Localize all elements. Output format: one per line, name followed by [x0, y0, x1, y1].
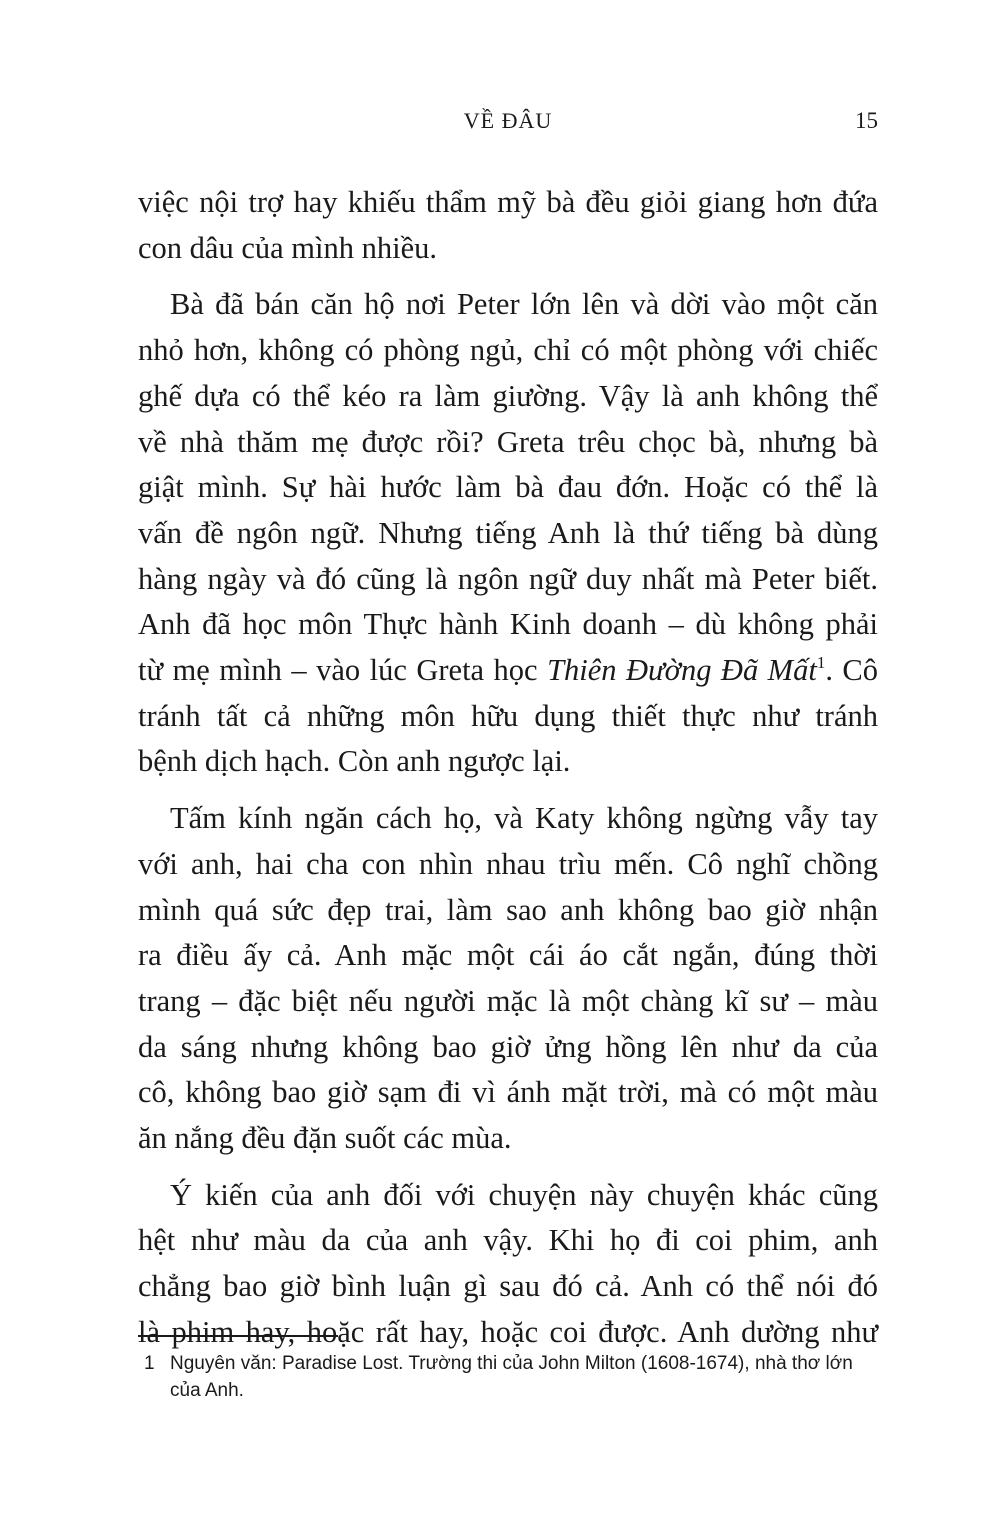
text-line: là phim hay, hoặc rất hay, hoặc coi được. Anh dường như [138, 1314, 878, 1349]
text-line: da sáng nhưng không bao giờ ửng hồng lên như da của [138, 1029, 878, 1064]
footnote-reference[interactable]: 1 [816, 653, 826, 673]
text-line: về nhà thăm mẹ được rồi? Greta trêu chọc bà, nhưng bà [138, 424, 878, 459]
text-line: ghế dựa có thể kéo ra làm giường. Vậy là anh không thể [138, 378, 878, 413]
text-line: con dâu của mình nhiều. [138, 230, 437, 265]
footnote-text: Nguyên văn: Paradise Lost. Trường thi của John Milton (1608-1674), nhà thơ lớn của Anh. [170, 1353, 853, 1401]
text-line: vấn đề ngôn ngữ. Nhưng tiếng Anh là thứ tiếng bà dùng [138, 515, 878, 550]
running-title: VỀ ĐÂU [463, 108, 553, 133]
text-line: Ý kiến của anh đối với chuyện này chuyện khác cũng [170, 1177, 878, 1212]
text-line: cô, không bao giờ sạm đi vì ánh mặt trời, mà có một màu [138, 1075, 878, 1110]
paragraph-gap [138, 271, 878, 282]
page-number: 15 [855, 108, 878, 133]
text-line: hàng ngày và đó cũng là ngôn ngữ duy nhất mà Peter biết. [138, 561, 878, 596]
text-line: nhỏ hơn, không có phòng ngủ, chỉ có một phòng với chiếc [138, 333, 878, 368]
text-line: ăn nắng đều đặn suốt các mùa. [138, 1121, 512, 1156]
text-line: với anh, hai cha con nhìn nhau trìu mến. Cô nghĩ chồng [138, 846, 878, 881]
text-segment: . Cô [825, 653, 879, 688]
text-line: bệnh dịch hạch. Còn anh ngược lại. [138, 744, 571, 779]
body-text [138, 180, 878, 1356]
text-line: Bà đã bán căn hộ nơi Peter lớn lên và dời vào một căn [170, 287, 878, 322]
footnote-divider [138, 1335, 338, 1337]
text-line: giật mình. Sự hài hước làm bà đau đớn. Hoặc có thể là [138, 470, 878, 505]
running-head [138, 108, 878, 138]
footnote-number: 1 [144, 1353, 155, 1374]
text-line: ra điều ấy cả. Anh mặc một cái áo cắt ngắn, đúng thời [138, 938, 878, 973]
text-line: việc nội trợ hay khiếu thẩm mỹ bà đều giỏi giang hơn đứa [138, 185, 878, 219]
text-segment: từ mẹ mình – vào lúc Greta học [138, 653, 548, 688]
text-line-with-title [138, 648, 878, 694]
text-line: chẳng bao giờ bình luận gì sau đó cả. Anh có thể nói đó [138, 1269, 878, 1304]
paragraph-gap [138, 785, 878, 796]
text-line: Tấm kính ngăn cách họ, và Katy không ngừng vẫy tay [170, 801, 878, 836]
footnote [138, 1350, 878, 1404]
text-line: tránh tất cả những môn hữu dụng thiết thực như tránh [138, 698, 878, 733]
book-title: Thiên Đường Đã Mất [547, 653, 817, 688]
text-line: hệt như màu da của anh vậy. Khi họ đi coi phim, anh [138, 1223, 878, 1258]
text-line: trang – đặc biệt nếu người mặc là một chàng kĩ sư – màu [138, 983, 878, 1018]
text-line: mình quá sức đẹp trai, làm sao anh không bao giờ nhận [138, 892, 878, 927]
text-line: Anh đã học môn Thực hành Kinh doanh – dù không phải [138, 607, 878, 642]
paragraph-gap [138, 1162, 878, 1173]
